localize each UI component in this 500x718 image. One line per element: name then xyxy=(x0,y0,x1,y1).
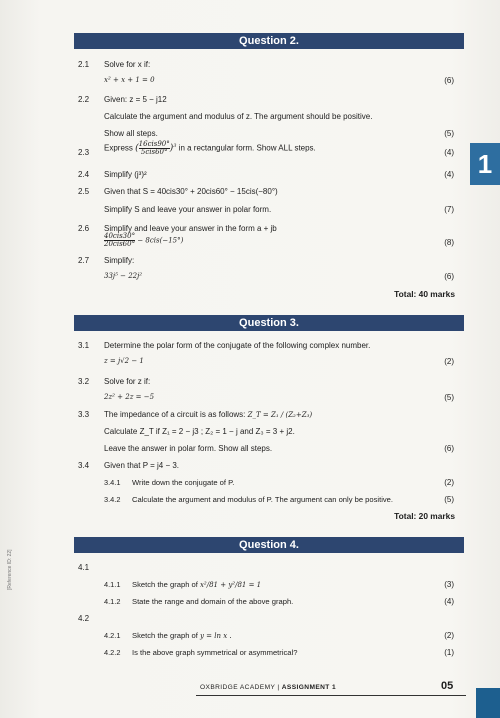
item-text: Solve for z if: xyxy=(104,377,151,386)
item-number: 2.7 xyxy=(78,256,90,265)
item-text: Given: z = 5 − j12 xyxy=(104,95,167,104)
expression-rest: − 8cis(−15°) xyxy=(137,236,184,245)
item-number: 2.3 xyxy=(78,148,90,157)
item-number: 2.5 xyxy=(78,187,90,196)
subitem-number: 3.4.2 xyxy=(104,495,121,504)
fraction xyxy=(104,233,135,248)
fraction-bottom: 5cis60° xyxy=(140,148,168,156)
corner-decoration xyxy=(476,688,500,718)
item-text: Given that P = j4 − 3. xyxy=(104,461,180,470)
item-marks: (6) xyxy=(444,444,454,453)
item-number: 2.4 xyxy=(78,170,90,179)
footer-label xyxy=(200,684,336,691)
item-marks: (2) xyxy=(444,631,454,640)
question-3-header: Question 3. xyxy=(74,315,464,331)
impedance-label: The impedance of a circuit is as follows: xyxy=(104,410,246,419)
subitem-text: State the range and domain of the above graph. xyxy=(132,597,294,606)
paren-open: ( xyxy=(135,143,139,154)
item-marks: (2) xyxy=(444,478,454,487)
item-text: Determine the polar form of the conjugate of the following complex number. xyxy=(104,341,371,350)
item-text-line2: Calculate Z_T if Z₁ = 2 − j3 ; Z₂ = 1 − j and Z₃ = 3 + j2. xyxy=(104,427,295,436)
express-rest: in a rectangular form. Show ALL steps. xyxy=(178,143,316,153)
item-expression xyxy=(104,233,183,248)
side-reference-text: [Reference ID: 22] xyxy=(7,549,13,590)
item-marks: (4) xyxy=(444,597,454,606)
item-number: 3.3 xyxy=(78,410,90,419)
subitem-text xyxy=(132,580,261,589)
item-number: 3.1 xyxy=(78,341,90,350)
item-marks: (2) xyxy=(444,357,454,366)
item-text xyxy=(104,410,312,419)
fraction-bottom: 20cis60° xyxy=(104,240,136,248)
item-marks: (6) xyxy=(444,272,454,281)
impedance-formula: Z_T = Z₁ / (Z₂+Z₃) xyxy=(247,411,313,419)
item-number: 4.2 xyxy=(78,614,90,623)
item-text: Solve for x if: xyxy=(104,60,151,69)
item-number: 2.1 xyxy=(78,60,90,69)
page-number: 05 xyxy=(441,680,454,692)
item-text xyxy=(104,141,316,156)
footer-divider xyxy=(196,695,466,696)
subitem-number: 4.2.1 xyxy=(104,631,121,640)
item-text: Given that S = 40cis30° + 20cis60° − 15cis(−80°) xyxy=(104,187,278,196)
item-number: 3.2 xyxy=(78,377,90,386)
ellipse-equation: x²/81 + y²/81 = 1 xyxy=(199,581,262,589)
express-label: Express xyxy=(104,143,133,153)
question-4-header: Question 4. xyxy=(74,537,464,553)
question-2-header: Question 2. xyxy=(74,33,464,49)
item-marks: (5) xyxy=(444,495,454,504)
item-marks: (4) xyxy=(444,148,454,157)
item-expression: z = j√2 − 1 xyxy=(104,357,144,365)
item-marks: (6) xyxy=(444,76,454,85)
footer-separator: | xyxy=(277,684,280,691)
item-expression: 2z² + 2z = −5 xyxy=(104,393,155,401)
item-text-line3: Leave the answer in polar form. Show all steps. xyxy=(104,444,273,453)
footer-assignment: ASSIGNMENT 1 xyxy=(281,684,337,691)
subitem-text: Write down the conjugate of P. xyxy=(132,478,235,487)
item-number: 3.4 xyxy=(78,461,90,470)
log-equation: y = ln x . xyxy=(199,632,232,640)
item-marks: (1) xyxy=(444,648,454,657)
item-marks: (5) xyxy=(444,393,454,402)
item-marks: (7) xyxy=(444,205,454,214)
item-marks: (4) xyxy=(444,170,454,179)
sketch-label: Sketch the graph of xyxy=(132,631,198,640)
total-marks: Total: 40 marks xyxy=(394,289,455,299)
item-marks: (3) xyxy=(444,580,454,589)
section-tab: 1 xyxy=(470,143,500,185)
subitem-text: Calculate the argument and modulus of P. The argument can only be positive. xyxy=(132,495,394,504)
item-text: Simplify and leave your answer in the form a + jb xyxy=(104,224,277,233)
sketch-label: Sketch the graph of xyxy=(132,580,198,589)
item-text-line2: Calculate the argument and modulus of z. The argument should be positive. xyxy=(104,112,373,121)
item-marks: (5) xyxy=(444,129,454,138)
paren-close: ) xyxy=(169,143,174,154)
item-expression: 33j⁵ − 22j² xyxy=(104,272,143,280)
item-text-line2: Simplify S and leave your answer in polar form. xyxy=(104,205,272,214)
subitem-number: 4.1.1 xyxy=(104,580,121,589)
exponent: 3 xyxy=(173,142,177,149)
subitem-text xyxy=(132,631,232,640)
item-number: 2.2 xyxy=(78,95,90,104)
subitem-number: 4.2.2 xyxy=(104,648,121,657)
item-marks: (8) xyxy=(444,238,454,247)
item-number: 2.6 xyxy=(78,224,90,233)
item-expression: x² + x + 1 = 0 xyxy=(104,76,155,84)
subitem-number: 3.4.1 xyxy=(104,478,121,487)
fraction-top: 16cis90° xyxy=(138,140,170,148)
item-text: Simplify: xyxy=(104,256,135,265)
item-text-line3: Show all steps. xyxy=(104,129,158,138)
item-text: Simplify (j³)² xyxy=(104,170,147,179)
total-marks: Total: 20 marks xyxy=(394,511,455,521)
subitem-number: 4.1.2 xyxy=(104,597,121,606)
footer-brand: OXBRIDGE ACADEMY xyxy=(200,684,276,691)
subitem-text: Is the above graph symmetrical or asymmetrical? xyxy=(132,648,298,657)
fraction xyxy=(139,141,170,156)
fraction-top: 40cis30° xyxy=(104,232,136,240)
item-number: 4.1 xyxy=(78,563,90,572)
